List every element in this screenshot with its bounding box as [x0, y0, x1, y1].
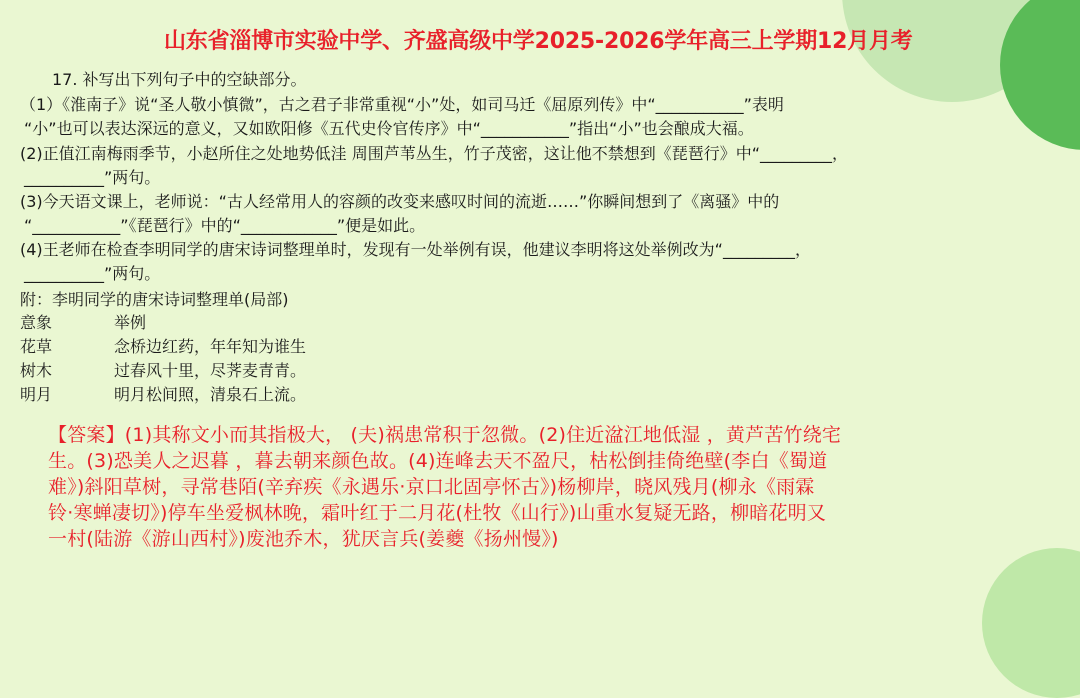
question-line: “小”也可以表达深远的意义，又如欧阳修《五代史伶官传序》中“___________”指出“小”也会酿成大福。 [24, 119, 754, 138]
table-header-imagery: 意象 [20, 313, 53, 332]
decorative-circle-right [1000, 0, 1080, 150]
table-cell-imagery: 明月 [20, 385, 53, 404]
answer-line: 【答案】(1)其称文小而其指极大， (夫)祸患常积于忽微。(2)住近湓江地低湿 ，黄芦苦竹绕宅 [48, 424, 842, 446]
question-line: (4)王老师在检查李明同学的唐宋诗词整理单时，发现有一处举例有误，他建议李明将这处举例改为“_________， [20, 240, 811, 259]
table-cell-example: 过春风十里，尽荠麦青青。 [114, 361, 307, 380]
table-header-example: 举例 [114, 313, 147, 332]
table-cell-example: 念桥边红药，年年知为谁生 [114, 337, 307, 356]
page-title: 山东省淄博市实验中学、齐盛高级中学2025-2026学年高三上学期12月月考 [164, 29, 913, 54]
answer-line: 生。(3)恐美人之迟暮 ，暮去朝来颜色故。(4)连峰去天不盈尺，枯松倒挂倚绝壁(李白《蜀道 [48, 450, 828, 472]
answer-line: 难》)斜阳草树，寻常巷陌(辛弃疾《永遇乐·京口北固亭怀古》)杨柳岸，晓风残月(柳永《雨霖 [48, 476, 815, 498]
table-cell-imagery: 花草 [20, 337, 53, 356]
question-line: __________”两句。 [24, 168, 161, 187]
table-cell-example: 明月松间照，清泉石上流。 [114, 385, 307, 404]
answer-line: 一村(陆游《游山西村》)废池乔木，犹厌言兵(姜夔《扬州慢》) [48, 528, 559, 550]
question-line: 17. 补写出下列句子中的空缺部分。 [52, 70, 307, 89]
question-line: (3)今天语文课上，老师说：“古人经常用人的容颜的改变来感叹时间的流逝……”你瞬间想到了《离骚》中的 [20, 192, 780, 211]
question-line: “___________”《琵琶行》中的“____________”便是如此。 [24, 216, 426, 235]
question-line: __________”两句。 [24, 264, 161, 283]
answer-block [48, 422, 1008, 552]
decorative-circle-bottom [982, 548, 1080, 698]
table-cell-imagery: 树木 [20, 361, 53, 380]
answer-line: 铃·寒蝉凄切》)停车坐爱枫林晚，霜叶红于二月花(杜牧《山行》)山重水复疑无路，柳暗花明又 [48, 502, 827, 524]
question-line: (2)正值江南梅雨季节，小赵所住之处地势低洼 周围芦苇丛生，竹子茂密，这让他不禁想到《琵琶行》中“_________， [20, 144, 849, 163]
question-line: （1）《淮南子》说“圣人敬小慎微”，古之君子非常重视“小”处，如司马迁《屈原列传》中“___________”表明 [20, 95, 784, 114]
appendix-title: 附：李明同学的唐宋诗词整理单(局部) [20, 290, 289, 309]
